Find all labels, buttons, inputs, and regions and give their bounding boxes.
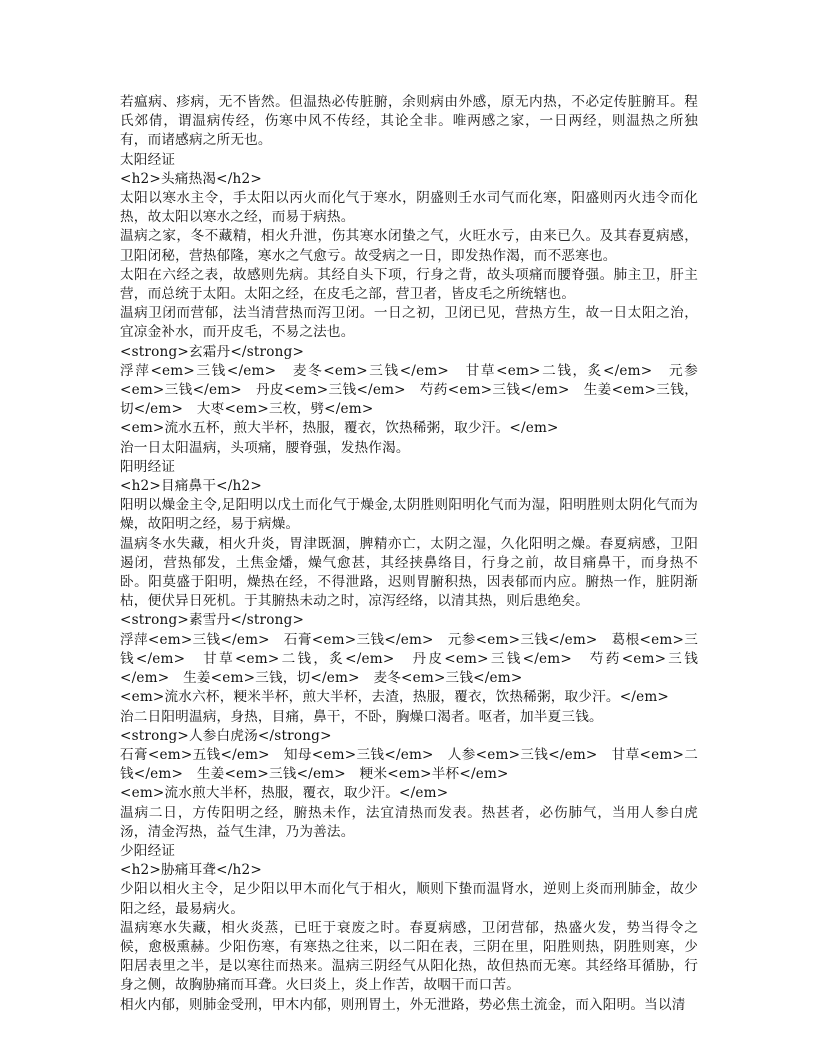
section-heading-raw: <h2>目痛鼻干</h2> xyxy=(120,478,262,495)
section-heading-raw: <h2>头痛热渴</h2> xyxy=(120,170,262,187)
formula-ingredients-raw: 石膏<em>五钱</em> 知母<em>三钱</em> 人参<em>三钱</em> 甘草<em>二钱</em> 生姜<em>三钱</em> 粳米<em>半杯</em> xyxy=(120,746,698,783)
formula-ingredients-raw: 浮萍<em>三钱</em> 石膏<em>三钱</em> 元参<em>三钱</em> 葛根<em>三钱</em> 甘草<em>二钱，炙</em> 丹皮<em>三钱</em> 芍药<em>三钱</em> 生姜<em>三钱，切</em> 麦冬<em>三钱</em> xyxy=(120,631,698,687)
paragraph: 太阳以寒水主令，手太阳以丙火而化气于寒水，阴盛则壬水司气而化寒，阳盛则丙火违令而化热，故太阳以寒水之经，而易于病热。 xyxy=(120,190,698,226)
formula-method-raw: <em>流水六杯，粳米半杯，煎大半杯，去渣，热服，覆衣，饮热稀粥，取少汗。</em> xyxy=(120,689,670,706)
section-title: 阳明经证 xyxy=(120,458,176,475)
formula-indication: 温病二日，方传阳明之经，腑热未作，法宜清热而发表。热甚者，必伤肺气，当用人参白虎汤，清金泻热，益气生津，乃为善法。 xyxy=(120,804,698,840)
paragraph: 温病寒水失藏，相火炎蒸，已旺于衰废之时。春夏病感，卫闭营郁，热盛火发，势当得令之候，愈极熏赫。少阳伤寒，有寒热之往来，以二阳在表，三阴在里，阳胜则热，阴胜则寒，少阳居表里之半，是以寒往而热来。温病三阴经气从阳化热，故但热而无寒。其经络耳循胁，行身之侧，故胸胁痛而耳聋。火曰炎上，炎上作苦，故咽干而口苦。 xyxy=(120,919,698,994)
formula-indication: 治二日阳明温病，身热，目痛，鼻干，不卧，胸燥口渴者。呕者，加半夏三钱。 xyxy=(120,708,603,725)
section-title: 少阳经证 xyxy=(120,842,176,859)
formula-method-raw: <em>流水煎大半杯，热服，覆衣，取少汗。</em> xyxy=(120,785,449,802)
document-page xyxy=(120,93,698,1015)
paragraph: 太阳在六经之表，故感则先病。其经自头下项，行身之背，故头项痛而腰脊强。肺主卫，肝主营，而总统于太阳。太阳之经，在皮毛之部，营卫者，皆皮毛之所统辖也。 xyxy=(120,266,698,303)
formula-name-raw: <strong>人参白虎汤</strong> xyxy=(120,727,332,744)
formula-name-raw: <strong>素雪丹</strong> xyxy=(120,612,305,629)
section-heading-raw: <h2>胁痛耳聋</h2> xyxy=(120,862,262,879)
section-title: 太阳经证 xyxy=(120,151,176,168)
paragraph: 阳明以燥金主令,足阳明以戊土而化气于燥金,太阴胜则阳明化气而为湿，阳明胜则太阴化气而为燥，故阳明之经，易于病燥。 xyxy=(120,497,698,533)
paragraph: 相火内郁，则肺金受刑，甲木内郁，则刑胃土，外无泄路，势必焦土流金，而入阳明。当以清 xyxy=(120,996,686,1013)
formula-name-raw: <strong>玄霜丹</strong> xyxy=(120,343,305,360)
paragraph: 温病卫闭而营郁，法当清营热而泻卫闭。一日之初，卫闭已见，营热方生，故一日太阳之治，宜凉金补水，而开皮毛，不易之法也。 xyxy=(120,305,698,341)
formula-indication: 治一日太阳温病，头项痛，腰脊强，发热作渴。 xyxy=(120,439,410,456)
paragraph: 温病冬水失藏，相火升炎，胃津既涸，脾精亦亡，太阴之湿，久化阳明之燥。春夏病感，卫阳遏闭，营热郁发，土焦金燔，燥气愈甚，其经挟鼻络目，行身之前，故目痛鼻干，而身热不卧。阳莫盛于阳明，燥热在经，不得泄路，迟则胃腑积热，因表郁而内应。腑热一作，脏阴渐枯，便伏异日死机。于其腑热未动之时，凉泻经络，以清其热，则后患绝矣。 xyxy=(120,535,698,610)
formula-method-raw: <em>流水五杯，煎大半杯，热服，覆衣，饮热稀粥，取少汗。</em> xyxy=(120,420,559,437)
formula-ingredients-raw: 浮萍<em>三钱</em> 麦冬<em>三钱</em> 甘草<em>二钱，炙</em> 元参<em>三钱</em> 丹皮<em>三钱</em> 芍药<em>三钱</em> 生姜<em>三钱，切</em> 大枣<em>三枚，劈</em> xyxy=(120,362,698,418)
paragraph: 少阳以相火主令，足少阳以甲木而化气于相火，顺则下蛰而温肾水，逆则上炎而刑肺金，故少阳之经，最易病火。 xyxy=(120,881,698,917)
paragraph: 温病之家，冬不藏精，相火升泄，伤其寒水闭蛰之气，火旺水亏，由来已久。及其春夏病感，卫阳闭秘，营热郁隆，寒水之气愈亏。故受病之一日，即发热作渴，而不恶寒也。 xyxy=(120,228,698,264)
intro-paragraph: 若瘟病、疹病，无不皆然。但温热必传脏腑，余则病由外感，原无内热，不必定传脏腑耳。程氏郊倩，谓温病传经，伤寒中风不传经，其论全非。唯两感之家，一日两经，则温热之所独有，而诸感病之所无也。 xyxy=(120,94,698,149)
